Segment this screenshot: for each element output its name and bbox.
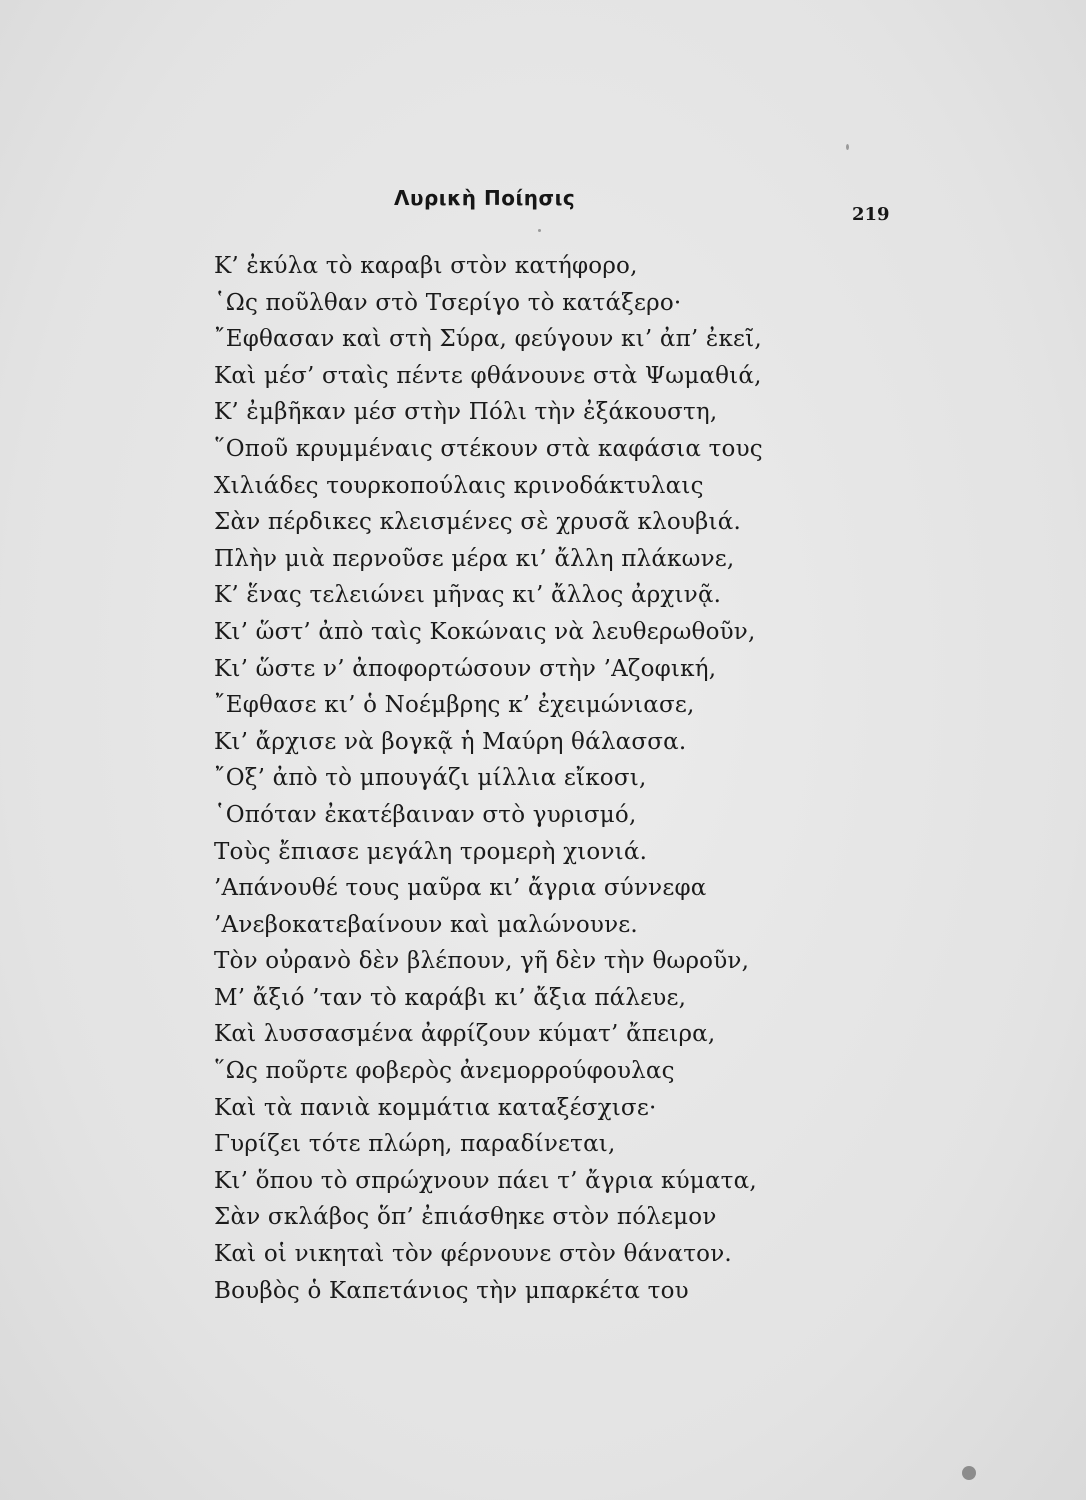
poem-line: Κι’ ὥστε ν’ ἀποφορτώσουν στὴν ’Αζοφική,: [214, 655, 717, 682]
poem-line: Τοὺς ἔπιασε μεγάλη τρομερὴ χιονιά.: [214, 838, 648, 865]
paper-speck: [846, 144, 849, 150]
poem-line: Σὰν πέρδικες κλεισμένες σὲ χρυσᾶ κλουβιά.: [214, 509, 742, 536]
poem-line: ῞Ως ποῦρτε φοβερὸς ἀνεμορρούφουλας: [214, 1058, 675, 1085]
poem-line: Κ’ ἐμβῆκαν μέσ στὴν Πόλι τὴν ἐξάκουστη,: [214, 399, 718, 426]
paper-speck: [962, 1466, 976, 1480]
poem-line: Καὶ οἱ νικηταὶ τὸν φέρνουνε στὸν θάνατον.: [214, 1241, 732, 1268]
poem-line: ῾Οπόταν ἐκατέβαιναν στὸ γυρισμό,: [214, 801, 637, 828]
poem-line: Καὶ τὰ πανιὰ κομμάτια καταξέσχισε·: [214, 1094, 657, 1121]
poem-line: Βουβὸς ὁ Καπετάνιος τὴν μπαρκέτα του: [214, 1277, 689, 1304]
poem-line: Κι’ ὥστ’ ἀπὸ ταὶς Κοκώναις νὰ λευθερωθοῦν,: [214, 618, 756, 645]
poem-text: [214, 248, 854, 1309]
running-header: [0, 186, 1086, 225]
poem-line: ’Απάνουθέ τους μαῦρα κι’ ἄγρια σύννεφα: [214, 875, 707, 902]
poem-line: Χιλιάδες τουρκοπούλαις κρινοδάκτυλαις: [214, 472, 704, 499]
poem-line: ῾Ως ποῦλθαν στὸ Τσερίγο τὸ κατάξερο·: [214, 289, 682, 316]
poem-line: ῎Εφθασε κι’ ὁ Νοέμβρης κ’ ἐχειμώνιασε,: [214, 692, 695, 719]
poem-line: Πλὴν μιὰ περνοῦσε μέρα κι’ ἄλλη πλάκωνε,: [214, 545, 735, 572]
poem-line: ῎Εφθασαν καὶ στὴ Σύρα, φεύγουν κι’ ἀπ’ ἐκεῖ,: [214, 326, 762, 353]
poem-line: Καὶ λυσσασμένα ἀφρίζουν κύματ’ ἄπειρα,: [214, 1021, 716, 1048]
paper-speck: [538, 229, 541, 232]
poem-line: Κ’ ἕνας τελειώνει μῆνας κι’ ἄλλος ἀρχινᾷ.: [214, 582, 722, 609]
poem-line: ’Ανεβοκατεβαίνουν καὶ μαλώνουνε.: [214, 911, 638, 938]
poem-line: Σὰν σκλάβος ὅπ’ ἐπιάσθηκε στὸν πόλεμον: [214, 1204, 717, 1231]
running-title: Λυρικὴ Ποίησις: [394, 186, 576, 210]
poem-line: Γυρίζει τότε πλώρη, παραδίνεται,: [214, 1131, 616, 1158]
poem-line: ῞Οποῦ κρυμμέναις στέκουν στὰ καφάσια τους: [214, 435, 763, 462]
poem-line: ῎Οξ’ ἀπὸ τὸ μπουγάζι μίλλια εἴκοσι,: [214, 765, 647, 792]
poem-line: Κι’ ὅπου τὸ σπρώχνουν πάει τ’ ἄγρια κύματα,: [214, 1167, 757, 1194]
poem-line: Καὶ μέσ’ σταὶς πέντε φθάνουνε στὰ Ψωμαθιά,: [214, 362, 762, 389]
poem-line: Μ’ ἄξιό ’ταν τὸ καράβι κι’ ἄξια πάλευε,: [214, 984, 687, 1011]
page-number: 219: [852, 204, 890, 225]
poem-line: Τὸν οὐρανὸ δὲν βλέπουν, γῆ δὲν τὴν θωροῦν,: [214, 948, 750, 975]
poem-line: Κ’ ἐκύλα τὸ καραβι στὸν κατήφορο,: [214, 253, 638, 279]
poem-line: Κι’ ἄρχισε νὰ βογκᾷ ἡ Μαύρη θάλασσα.: [214, 728, 687, 755]
